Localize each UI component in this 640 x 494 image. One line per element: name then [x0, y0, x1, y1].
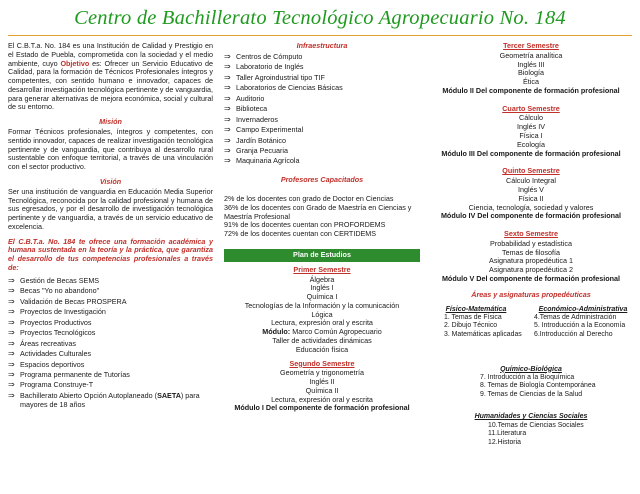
- list-item: Geometría y trigonometría: [280, 368, 364, 378]
- list-item: Física II: [518, 193, 544, 203]
- list-item: ⇒ Biblioteca: [224, 105, 420, 114]
- list-item: ⇒ Campo Experimental: [224, 126, 420, 135]
- list-item: 6.Introducción al Derecho: [534, 330, 613, 338]
- list-item: ⇒ Áreas recreativas: [8, 340, 213, 349]
- list-item: ⇒ Proyectos Tecnológicos: [8, 329, 213, 338]
- list-item: Inglés IV: [517, 122, 545, 132]
- list-item: Cálculo: [519, 113, 543, 123]
- area-heading: Económico-Administrativa: [538, 305, 628, 313]
- list-item: 9. Temas de Ciencias de la Salud: [480, 390, 583, 398]
- list-item: ⇒ Centros de Cómputo: [224, 53, 420, 62]
- modulo-line: Módulo V Del componente de formación profesional: [441, 273, 621, 283]
- vision-text: Ser una institución de vanguardia en Educación Media Superior Tecnológica, reconocida por la calidad profesional y humana de sus egresados, y por el desarrollo de investigación tecnológica pertinente y de vanguardia, a través de un servicio educativo de excelencia.: [8, 186, 213, 231]
- list-item: Ciencia, tecnología, sociedad y valores: [468, 202, 594, 212]
- list-item: Inglés I: [310, 283, 334, 293]
- list-item: 4.Temas de Administración: [534, 314, 617, 322]
- list-item: 12.Historia: [488, 438, 521, 446]
- list-item: Ética: [523, 77, 539, 87]
- list-item: ⇒ Invernaderos: [224, 116, 420, 125]
- semestre-4-heading: Cuarto Semestre: [502, 103, 560, 113]
- list-item: ⇒ Becas "Yo no abandono": [8, 287, 213, 296]
- column-infrastructure: [224, 42, 420, 413]
- list-item: Biología: [518, 68, 544, 78]
- area-quimico-biologica: [426, 366, 636, 400]
- list-item: ⇒ Actividades Culturales: [8, 350, 213, 359]
- area-economico-administrativa: [530, 306, 636, 340]
- list-item: ⇒ Auditorio: [224, 95, 420, 104]
- list-item: Lectura, expresión oral y escrita: [271, 394, 373, 404]
- vision-heading: Visión: [99, 176, 122, 186]
- list-item: 91% de los docentes cuentan con PROFORDEMS: [224, 220, 386, 230]
- saeta-label: SAETA: [157, 390, 181, 400]
- column-about: [8, 42, 213, 411]
- semestre-6-heading: Sexto Semestre: [504, 229, 558, 239]
- semestre-2-subjects: [224, 369, 420, 413]
- list-item: ⇒ Proyectos Productivos: [8, 319, 213, 328]
- semestre-6-subjects: [426, 240, 636, 284]
- list-item: ⇒ Programa permanente de Tutorías: [8, 371, 213, 380]
- area-heading: Físico-Matemática: [445, 305, 507, 313]
- list-item: Inglés II: [309, 377, 335, 387]
- profesores-list: [224, 195, 420, 239]
- list-item: ⇒ Proyectos de Investigación: [8, 308, 213, 317]
- profesores-heading: Profesores Capacitados: [280, 175, 364, 185]
- list-item: Lectura, expresión oral y escrita: [271, 318, 373, 328]
- list-item: Educación física: [295, 344, 349, 354]
- list-item: Geometría analítica: [499, 50, 563, 60]
- semestre-4-subjects: [426, 114, 636, 158]
- list-item: Tecnologías de la Información y la comunicación: [244, 300, 400, 310]
- semestre-3-subjects: [426, 52, 636, 96]
- list-item: 72% de los docentes cuentan con CERTIDEMS: [224, 229, 377, 239]
- list-item: Taller de actividades dinámicas: [272, 335, 372, 345]
- mision-heading: Misión: [99, 117, 122, 127]
- list-item: Asignatura propedéutica 2: [489, 265, 573, 275]
- list-item: 10.Temas de Ciencias Sociales: [488, 421, 584, 429]
- list-item: 3. Matemáticas aplicadas: [444, 330, 522, 338]
- saeta-text-a: Bachillerato Abierto Opción Autoplaneado (: [20, 390, 158, 400]
- list-item: 11.Literatura: [488, 430, 527, 438]
- list-item: Álgebra: [309, 274, 335, 284]
- mision-text: Formar Técnicos profesionales, íntegros y competentes, con sentido innovador, capaces de realizar investigación tecnológica pertinente y de vanguardia, que contribuya al desarrollo rural sustentable con enfoque territorial, a través de una vinculación con el sector productivo.: [8, 127, 213, 172]
- modulo-label: Módulo:: [262, 327, 291, 337]
- modulo-line: Módulo I Del componente de formación profesional: [234, 403, 410, 413]
- list-item: Inglés V: [518, 184, 544, 194]
- plan-de-estudios-banner: Plan de Estudios: [224, 249, 420, 262]
- list-item: Ecología: [517, 139, 545, 149]
- saeta-text-c: ) para mayores de 18 años: [20, 390, 200, 409]
- list-item: Temas de filosofía: [502, 247, 560, 257]
- list-item: Química II: [305, 385, 339, 395]
- list-item: Lógica: [311, 309, 333, 319]
- area-heading: Humanidades y Ciencias Sociales: [474, 413, 588, 421]
- list-item: 8. Temas de Biología Contemporánea: [480, 382, 596, 390]
- semestre-2-heading: Segundo Semestre: [289, 358, 355, 368]
- list-item: ⇒ Jardín Botánico: [224, 137, 420, 146]
- propedeuticas-areas-row: [426, 306, 636, 364]
- column-semesters: [426, 42, 636, 447]
- list-item: Física I: [519, 131, 543, 141]
- list-item: ⇒ Maquinaria Agrícola: [224, 157, 420, 166]
- intro-text-a: El C.B.T.a. No. 184 es una Institución de Calidad y Prestigio en el Estado de Puebla, comprometida con la sociedad y el medio ambiente, cuyo: [8, 41, 213, 68]
- list-item-saeta: [8, 392, 213, 410]
- services-list: [8, 277, 213, 410]
- list-item: Probabilidad y estadística: [490, 238, 572, 248]
- list-item: ⇒ Granja Pecuaria: [224, 147, 420, 156]
- semestre-1-heading: Primer Semestre: [293, 264, 351, 274]
- modulo-line: Módulo II Del componente de formación profesional: [442, 85, 620, 95]
- list-item: Cálculo Integral: [506, 176, 556, 186]
- area-humanidades: [426, 413, 636, 447]
- list-item: Química I: [306, 292, 338, 302]
- intro-paragraph: [8, 42, 213, 112]
- list-item: ⇒ Validación de Becas PROSPERA: [8, 298, 213, 307]
- semestre-1-subjects: [224, 276, 420, 355]
- infra-heading: Infraestructura: [296, 41, 348, 50]
- offer-text: El C.B.T.a. No. 184 te ofrece una formación académica y humana sustentada en la teoría y la práctica, que garantiza el desarrollo de tus competencias profesionales a través de:: [8, 236, 213, 272]
- modulo-line: Módulo IV Del componente de formación profesional: [440, 211, 622, 221]
- semestre-5-heading: Quinto Semestre: [502, 166, 560, 176]
- semestre-3-heading: Tercer Semestre: [503, 41, 559, 50]
- title-divider: [8, 35, 632, 36]
- list-item: ⇒ Laboratorio de Inglés: [224, 63, 420, 72]
- intro-text-b: es: Ofrecer un Servicio Educativo de Calidad, para la formación de Técnicos Profesionales íntegros y competentes, con sentido humano e innovador, capaces de desarrollar investigación tecnológica pertinente y de vanguardia, para generar alternativas de mejora económica, social y cultural de su entorno.: [8, 58, 213, 112]
- list-item: ⇒ Programa Construye-T: [8, 381, 213, 390]
- list-item: Inglés III: [517, 59, 545, 69]
- area-heading: Químico-Biológica: [500, 365, 562, 373]
- infra-list: [224, 53, 420, 166]
- list-item: ⇒ Laboratorios de Ciencias Básicas: [224, 84, 420, 93]
- list-item: Asignatura propedéutica 1: [489, 256, 573, 266]
- modulo-line: Módulo III Del componente de formación profesional: [441, 148, 621, 158]
- semestre-5-subjects: [426, 177, 636, 221]
- list-item: 2. Dibujo Técnico: [444, 322, 498, 330]
- page-title: Centro de Bachillerato Tecnológico Agropecuario No. 184: [74, 7, 566, 29]
- area-fisico-matematica: [426, 306, 526, 340]
- list-item: 5. Introducción a la Economía: [534, 322, 626, 330]
- list-item: ⇒ Gestión de Becas SEMS: [8, 277, 213, 286]
- propedeuticas-heading: Áreas y asignaturas propedéuticas: [471, 289, 591, 299]
- list-item: 2% de los docentes con grado de Doctor en Ciencias: [224, 194, 394, 204]
- objective-label: Objetivo: [60, 58, 90, 68]
- list-item: ⇒ Taller Agroindustrial tipo TIF: [224, 74, 420, 83]
- modulo-text: Marco Común Agropecuario: [290, 327, 382, 337]
- list-item: 36% de los docentes con Grado de Maestría en Ciencias y Maestría Profesional: [224, 202, 412, 221]
- list-item: 1. Temas de Física: [444, 314, 502, 322]
- list-item: ⇒ Espacios deportivos: [8, 361, 213, 370]
- list-item: 7. Introducción a la Bioquímica: [480, 374, 575, 382]
